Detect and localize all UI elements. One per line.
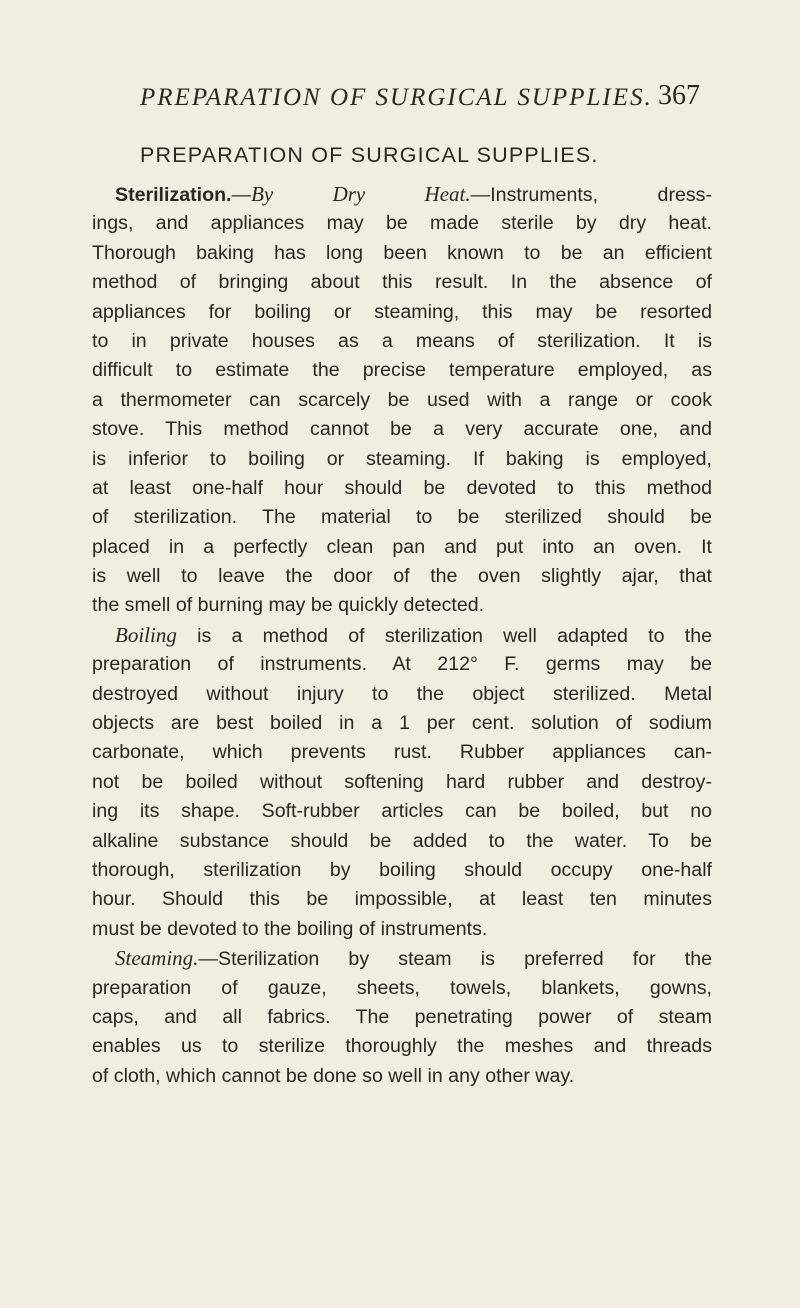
text-line: ings, and appliances may be made sterile by dry heat. [92,212,712,235]
text-line: is inferior to boiling or steaming. If baking is employed, [92,447,712,470]
body-text [92,180,712,1091]
text-line: alkaline substance should be added to the water. To be [92,829,712,852]
text-line: at least one-half hour should be devoted to this method [92,476,712,499]
text-line: ing its shape. Soft-rubber articles can be boiled, but no [92,800,712,823]
paragraph [92,944,712,1091]
text-line: not be boiled without softening hard rubber and destroy- [92,770,712,793]
text-line: a thermometer can scarcely be used with a range or cook [92,388,712,411]
text-line [92,944,712,973]
text-line: objects are best boiled in a 1 per cent. solution of sodium [92,712,712,735]
text-line: method of bringing about this result. In the absence of [92,271,712,294]
subsection-heading: Boiling [115,622,177,647]
text-line: caps, and all fabrics. The penetrating power of steam [92,1005,712,1028]
page-number: 367 [658,80,700,111]
text-line: of cloth, which cannot be done so well in any other way. [92,1064,575,1087]
text-line: destroyed without injury to the object sterilized. Metal [92,682,712,705]
text-segment: — [231,184,252,206]
text-line [92,180,712,209]
text-segment: —Sterilization by steam is preferred for the [198,948,712,971]
running-header [140,80,700,124]
text-line: stove. This method cannot be a very accurate one, and [92,418,712,441]
text-segment: —Instruments, dress- [470,184,712,206]
paragraph [92,621,712,944]
text-line: Thorough baking has long been known to be an efficient [92,241,712,264]
text-line [92,621,712,650]
text-line: placed in a perfectly clean pan and put into an oven. It [92,535,712,558]
subsection-heading: By Dry Heat. [251,182,471,206]
text-line: difficult to estimate the precise temperature employed, as [92,359,712,382]
text-line: to in private houses as a means of sterilization. It is [92,329,712,352]
subsection-heading: Steaming. [115,946,199,971]
text-segment: is a method of sterilization well adapted to the [176,624,712,647]
section-heading: Sterilization. [115,184,232,206]
text-line: enables us to sterilize thoroughly the meshes and threads [92,1035,712,1058]
text-line: of sterilization. The material to be sterilized should be [92,506,712,529]
text-line: preparation of instruments. At 212° F. germs may be [92,653,712,676]
text-line: hour. Should this be impossible, at least ten minutes [92,888,712,911]
text-line: carbonate, which prevents rust. Rubber appliances can- [92,741,712,764]
text-line: thorough, sterilization by boiling should occupy one-half [92,858,712,881]
text-line: appliances for boiling or steaming, this may be resorted [92,300,712,323]
chapter-title: PREPARATION OF SURGICAL SUPPLIES. [140,143,599,167]
running-header-title: PREPARATION OF SURGICAL SUPPLIES. [140,84,653,111]
paragraph [92,180,712,621]
text-line: is well to leave the door of the oven slightly ajar, that [92,565,712,588]
text-line: must be devoted to the boiling of instruments. [92,917,488,940]
text-line: preparation of gauze, sheets, towels, blankets, gowns, [92,976,712,999]
text-line: the smell of burning may be quickly detected. [92,594,485,617]
